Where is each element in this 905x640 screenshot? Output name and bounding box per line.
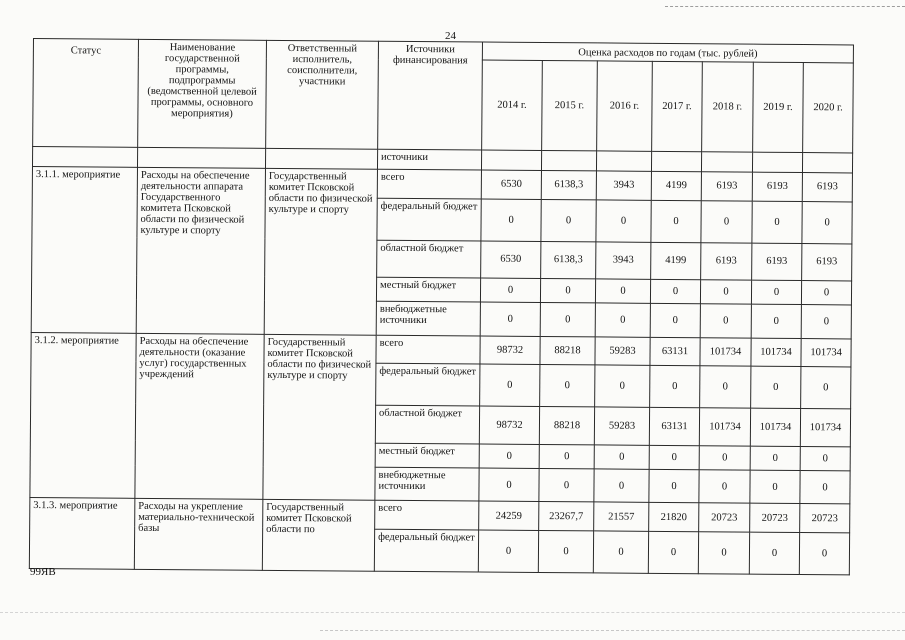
value-cell: 6530 xyxy=(481,241,541,279)
header-status: Статус xyxy=(33,39,139,148)
scan-edge-top xyxy=(665,6,905,7)
value-cell: 101734 xyxy=(800,409,850,447)
value-cell: 0 xyxy=(594,469,649,503)
value-cell: 0 xyxy=(699,446,750,471)
value-cell: 0 xyxy=(651,200,701,242)
value-cell: 0 xyxy=(752,201,802,243)
source-cell: областной бюджет xyxy=(375,405,479,443)
value-cell: 4199 xyxy=(651,242,701,280)
source-cell: внебюджетные источники xyxy=(376,302,480,336)
value-cell: 21557 xyxy=(594,502,649,531)
header-executor: Ответственный исполнитель, соисполнители, участники xyxy=(266,40,379,149)
value-cell: 0 xyxy=(751,280,801,305)
value-cell: 0 xyxy=(648,531,698,573)
value-cell: 0 xyxy=(750,470,800,504)
value-cell: 0 xyxy=(799,532,849,574)
header-year: 2017 г. xyxy=(652,61,703,151)
value-cell: 0 xyxy=(801,305,851,339)
source-cell: федеральный бюджет xyxy=(376,363,480,406)
value-cell: 6530 xyxy=(481,170,541,199)
value-cell: 0 xyxy=(540,365,595,407)
value-cell: 59283 xyxy=(594,407,649,445)
value-cell: 0 xyxy=(595,303,650,337)
status-cell: 3.1.2. мероприятие xyxy=(30,332,136,498)
value-cell: 0 xyxy=(479,468,539,502)
status-cell xyxy=(32,147,137,168)
value-cell: 0 xyxy=(800,446,850,471)
value-cell: 0 xyxy=(700,280,751,305)
value-cell xyxy=(651,151,701,171)
value-cell: 101734 xyxy=(751,338,801,367)
value-cell: 0 xyxy=(540,279,595,304)
value-cell xyxy=(802,153,852,173)
value-cell xyxy=(701,152,752,172)
value-cell: 0 xyxy=(801,367,851,409)
table-row xyxy=(31,332,851,367)
value-cell: 0 xyxy=(595,365,650,407)
value-cell: 0 xyxy=(750,446,800,471)
header-year: 2020 г. xyxy=(803,63,854,153)
value-cell: 6138,3 xyxy=(541,170,596,199)
value-cell: 63131 xyxy=(650,337,700,366)
executor-cell: Государственный комитет Псковской области по xyxy=(262,500,375,572)
value-cell: 0 xyxy=(699,470,750,504)
value-cell: 0 xyxy=(594,445,649,470)
source-cell: источники xyxy=(377,149,481,170)
value-cell: 0 xyxy=(650,279,700,304)
value-cell: 88218 xyxy=(539,407,594,445)
value-cell: 3943 xyxy=(596,241,651,279)
value-cell: 0 xyxy=(539,469,594,503)
value-cell: 0 xyxy=(596,200,651,242)
value-cell xyxy=(541,150,596,170)
value-cell: 0 xyxy=(539,444,594,469)
value-cell: 0 xyxy=(751,305,801,339)
value-cell: 20723 xyxy=(800,504,850,533)
value-cell xyxy=(752,152,802,172)
executor-cell: Государственный комитет Псковской области по физической культуре и спорту xyxy=(263,334,376,501)
header-year: 2019 г. xyxy=(753,62,804,152)
value-cell: 0 xyxy=(802,201,852,243)
status-cell: 3.1.3. мероприятие xyxy=(29,498,135,570)
scan-edge-bottom xyxy=(320,630,905,631)
value-cell xyxy=(596,151,651,171)
value-cell: 101734 xyxy=(700,337,751,366)
value-cell: 0 xyxy=(478,530,538,573)
value-cell: 0 xyxy=(540,303,595,337)
value-cell: 0 xyxy=(479,444,539,469)
value-cell: 21820 xyxy=(649,503,699,532)
value-cell: 0 xyxy=(800,471,850,505)
source-cell: областной бюджет xyxy=(377,240,481,278)
value-cell: 6193 xyxy=(802,172,852,201)
value-cell: 23267,7 xyxy=(539,502,594,531)
value-cell: 98732 xyxy=(480,336,540,365)
footer-code: 99ЯВ xyxy=(30,566,56,578)
source-cell: всего xyxy=(377,169,481,199)
value-cell: 6193 xyxy=(752,172,802,201)
name-cell: Расходы на обеспечение деятельности (оказание услуг) государственных учреждений xyxy=(135,333,264,500)
value-cell xyxy=(481,150,541,170)
value-cell: 0 xyxy=(480,302,540,336)
source-cell: внебюджетные источники xyxy=(375,467,479,501)
value-cell: 98732 xyxy=(479,406,539,444)
value-cell: 0 xyxy=(649,469,699,503)
scan-edge-bottom xyxy=(0,612,905,613)
value-cell: 0 xyxy=(650,366,700,408)
budget-table xyxy=(29,38,854,575)
value-cell: 6193 xyxy=(701,242,752,280)
value-cell: 24259 xyxy=(479,501,539,530)
value-cell: 0 xyxy=(480,364,540,406)
value-cell: 3943 xyxy=(596,171,651,200)
value-cell: 20723 xyxy=(750,503,800,532)
header-year: 2015 г. xyxy=(542,61,598,151)
name-cell: Расходы на обеспечение деятельности аппарата Государственного комитета Псковской области по физической культуре и спорту xyxy=(136,167,265,334)
executor-cell: Государственный комитет Псковской области по физической культуре и спорту xyxy=(264,168,377,335)
value-cell: 0 xyxy=(700,304,751,338)
table-header xyxy=(33,39,854,153)
header-name: Наименование государственной программы, подпрограммы (ведомственной целевой программы, основного мероприятия) xyxy=(138,39,267,148)
value-cell: 0 xyxy=(481,199,541,241)
value-cell: 0 xyxy=(538,530,593,572)
value-cell: 0 xyxy=(480,278,540,303)
value-cell: 59283 xyxy=(595,336,650,365)
value-cell: 0 xyxy=(749,532,799,574)
status-cell: 3.1.1. мероприятие xyxy=(31,166,137,332)
header-year: 2014 г. xyxy=(482,60,543,150)
value-cell: 6193 xyxy=(802,243,852,281)
name-cell xyxy=(137,147,265,168)
value-cell: 88218 xyxy=(540,336,595,365)
name-cell: Расходы на укрепление материально-технической базы xyxy=(134,499,263,571)
value-cell: 0 xyxy=(593,531,648,573)
header-year: 2016 г. xyxy=(597,61,653,151)
header-year: 2018 г. xyxy=(702,62,754,152)
table-row xyxy=(30,498,850,533)
value-cell: 0 xyxy=(698,532,749,574)
value-cell: 101734 xyxy=(801,338,851,367)
source-cell: федеральный бюджет xyxy=(377,198,481,241)
source-cell: местный бюджет xyxy=(376,277,480,302)
value-cell: 101734 xyxy=(699,408,750,446)
value-cell: 0 xyxy=(701,200,752,242)
page-number: 24 xyxy=(445,30,456,42)
header-sources: Источники финансирования xyxy=(378,41,483,150)
source-cell: всего xyxy=(375,500,479,530)
header-estimate: Оценка расходов по годам (тыс. рублей) xyxy=(482,42,853,63)
value-cell: 0 xyxy=(649,445,699,470)
value-cell: 6193 xyxy=(752,243,802,281)
value-cell: 0 xyxy=(595,279,650,304)
executor-cell xyxy=(265,148,377,169)
table-row xyxy=(32,166,852,201)
value-cell: 0 xyxy=(650,304,700,338)
value-cell: 101734 xyxy=(750,408,800,446)
value-cell: 0 xyxy=(700,366,751,408)
value-cell: 6138,3 xyxy=(541,241,596,279)
source-cell: местный бюджет xyxy=(375,443,479,468)
value-cell: 6193 xyxy=(701,172,752,201)
value-cell: 0 xyxy=(801,281,851,306)
source-cell: федеральный бюджет xyxy=(374,529,478,572)
value-cell: 0 xyxy=(541,199,596,241)
value-cell: 0 xyxy=(751,366,801,408)
value-cell: 4199 xyxy=(651,171,701,200)
value-cell: 63131 xyxy=(649,408,699,446)
table-body xyxy=(29,147,852,575)
value-cell: 20723 xyxy=(699,503,750,532)
source-cell: всего xyxy=(376,335,480,365)
